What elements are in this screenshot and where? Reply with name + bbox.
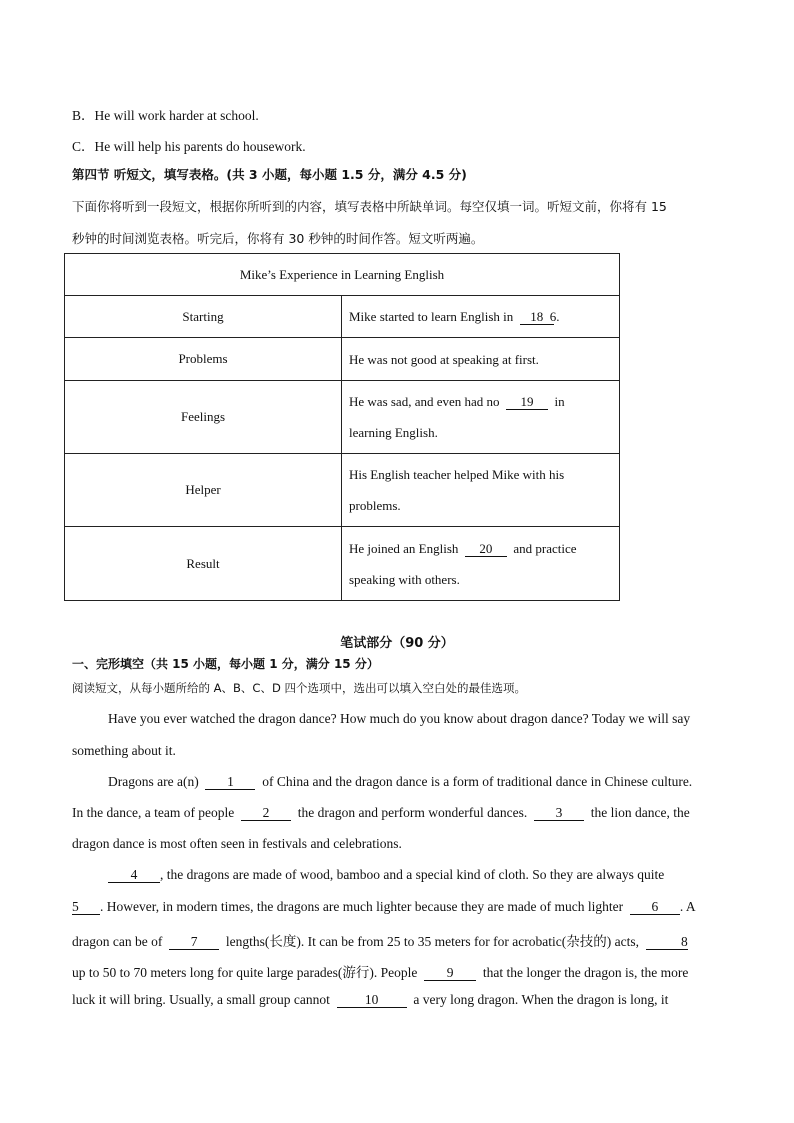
passage-line: Dragons are a(n) 1 of China and the dragon dance is a form of traditional dance in Chinese culture.	[108, 774, 693, 789]
passage-line: luck it will bring. Usually, a small group cannot 10 a very long dragon. When the dragon is long, it	[72, 992, 669, 1007]
passage-line: In the dance, a team of people 2 the dragon and perform wonderful dances. 3 the lion dance, the	[72, 805, 690, 820]
part1-instruction: 阅读短文，从每小题所给的 A、B、C、D 四个选项中，选出可以填入空白处的最佳选项。	[72, 681, 526, 695]
section4-instruction-2: 秒钟的时间浏览表格。听完后，你将有 30 秒钟的时间作答。短文听两遍。	[72, 231, 484, 246]
written-part-title: 笔试部分（90 分）	[340, 636, 454, 651]
passage-line: something about it.	[72, 743, 176, 758]
table-row	[65, 296, 620, 338]
blank-1[interactable]: 1	[205, 774, 255, 790]
table-row	[65, 381, 620, 454]
blank-5[interactable]: 5	[72, 899, 100, 915]
table-row	[65, 454, 620, 527]
blank-20[interactable]: 20	[465, 541, 507, 557]
blank-6[interactable]: 6	[630, 899, 680, 915]
row-value-result: He joined an English 20 and practice speaking with others.	[342, 527, 620, 601]
table-row	[65, 338, 620, 381]
blank-8[interactable]: 8	[646, 934, 688, 950]
blank-18[interactable]: 18	[520, 309, 554, 325]
blank-2[interactable]: 2	[241, 805, 291, 821]
row-label-starting: Starting	[65, 296, 342, 338]
table-row	[65, 527, 620, 601]
row-label-problems: Problems	[65, 338, 342, 381]
option-c: C．He will help his parents do housework.	[72, 139, 306, 154]
section4-instruction-1: 下面你将听到一段短文，根据你所听到的内容，填写表格中所缺单词。每空仅填一词。听短文前，你将有 15	[72, 199, 667, 214]
passage-line: up to 50 to 70 meters long for quite large parades(游行). People 9 that the longer the dragon is, the more	[72, 965, 689, 980]
part1-heading: 一、完形填空（共 15 小题，每小题 1 分，满分 15 分）	[72, 657, 379, 671]
row-label-helper: Helper	[65, 454, 342, 527]
row-value-feelings: He was sad, and even had no 19 in learning English.	[342, 381, 620, 454]
section4-heading: 第四节 听短文，填写表格。(共 3 小题，每小题 1.5 分，满分 4.5 分)	[72, 167, 467, 182]
blank-3[interactable]: 3	[534, 805, 584, 821]
passage-line: dragon can be of 7 lengths(长度). It can be from 25 to 35 meters for for acrobatic(杂技的) acts, 8	[72, 934, 688, 949]
passage-line: 5 . However, in modern times, the dragons are much lighter because they are made of much lighter 6 . A	[72, 899, 696, 914]
row-value-helper: His English teacher helped Mike with his problems.	[342, 454, 620, 527]
passage-line: dragon dance is most often seen in festivals and celebrations.	[72, 836, 402, 851]
blank-10[interactable]: 10	[337, 992, 407, 1008]
blank-9[interactable]: 9	[424, 965, 476, 981]
row-label-feelings: Feelings	[65, 381, 342, 454]
table-title: Mike’s Experience in Learning English	[65, 254, 620, 296]
passage-line: 4 , the dragons are made of wood, bamboo and a special kind of cloth. So they are always quite	[108, 867, 758, 883]
experience-table	[64, 253, 620, 601]
blank-7[interactable]: 7	[169, 934, 219, 950]
passage-line: Have you ever watched the dragon dance? How much do you know about dragon dance? Today we will say	[108, 711, 691, 726]
blank-19[interactable]: 19	[506, 394, 548, 410]
option-b: B．He will work harder at school.	[72, 108, 259, 123]
row-label-result: Result	[65, 527, 342, 601]
row-value-starting: Mike started to learn English in 18 6.	[342, 296, 620, 338]
blank-4[interactable]: 4	[108, 867, 160, 883]
row-value-problems: He was not good at speaking at first.	[342, 338, 620, 381]
